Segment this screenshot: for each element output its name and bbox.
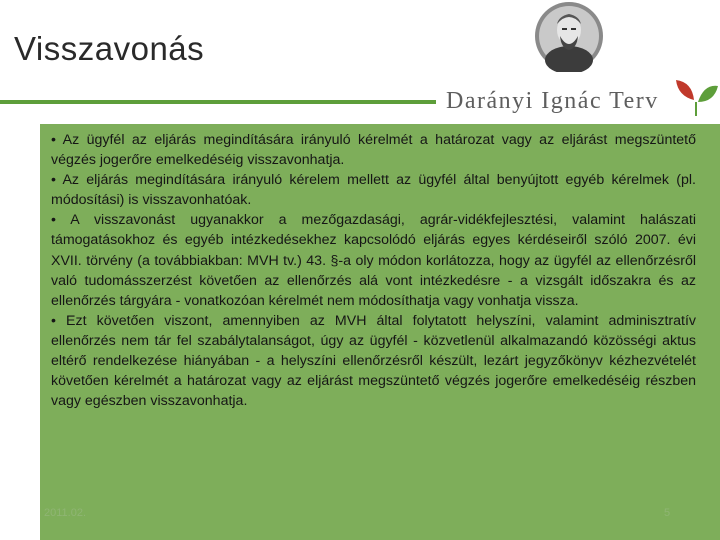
paragraph: • A visszavonást ugyanakkor a mezőgazdasági, agrár-vidékfejlesztési, valamint halászati támogatásokhoz és egyéb intézkedésekhez kapcsolódó eljárás egyes kérdéseiről szóló 2007. évi XVII. törvény (a továbbiakban: MVH tv.) 43. §-a oly módon korlátozza, hogy az ügyfél az ellenőrzésről való tudomásszerzést követően az ellenőrzés alá vont intézkedésre - a vizsgált időszakra és az ellenőrzés tárgyára - vonatkozóan kérelmét nem módosíthatja vagy vonhatja vissza. [51, 212, 696, 309]
paragraph: • Az ügyfél az eljárás megindítására irányuló kérelmét a határozat vagy az eljárást megszüntető végzés jogerőre emelkedéséig visszavonhatja. [51, 132, 696, 169]
logo-leaves-icon [672, 66, 720, 118]
page-number: 5 [664, 507, 671, 519]
body-text [51, 130, 696, 411]
header-rule [0, 100, 436, 104]
paragraph: • Az eljárás megindítására irányuló kérelem mellett az ügyfél által benyújtott egyéb kérelmek (pl. módosítási) is visszavonhatóak. [51, 172, 696, 209]
footer-date: 2011.02. [44, 507, 87, 519]
portrait-icon [533, 0, 605, 72]
paragraph: • Ezt követően viszont, amennyiben az MVH által folytatott helyszíni, valamint adminisztratív ellenőrzés nem tár fel szabálytalanságot, úgy az ügyfél - közvetlenül alkalmazandó közösségi aktus eltérő rendelkezése hiányában - a helyszíni ellenőrzésről készült, lezárt jegyzőkönyv kézhezvételét követően kérelmét a határozat vagy az eljárást megszüntető végzés jogerőre emelkedéséig részben vagy egészben visszavonhatja. [51, 312, 696, 410]
slide-title: Visszavonás [14, 30, 205, 67]
logo-text: Darányi Ignác Terv [446, 88, 659, 114]
